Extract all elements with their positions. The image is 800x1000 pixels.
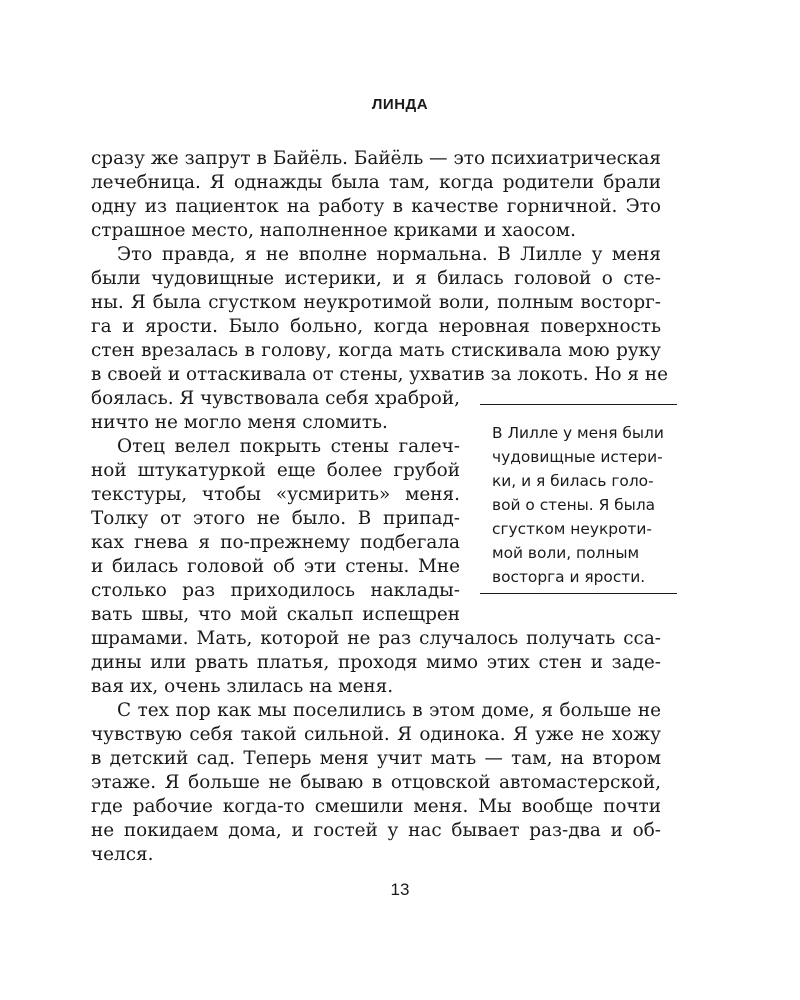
text-line: одну из пациенток на работу в качестве горничной. Это [91, 196, 661, 217]
text-line: столько раз приходилось наклады- [91, 580, 460, 601]
pull-quote-line: сгустком неукроти- [492, 520, 652, 538]
text-line: вая их, очень злилась на меня. [91, 676, 394, 697]
pull-quote-line: В Лилле у меня были [492, 424, 664, 442]
text-line: ной штукатуркой еще более грубой [91, 460, 460, 481]
chapter-running-title: ЛИНДА [371, 96, 429, 113]
text-line: стен врезалась в голову, когда мать стискивала мою руку [91, 340, 661, 361]
pull-quote [480, 404, 677, 594]
text-line: этаже. Я больше не бываю в отцовской автомастерской, [91, 772, 661, 793]
text-line: где рабочие когда-то смешили меня. Мы вообще почти [91, 796, 661, 817]
text-line: в своей и оттаскивала от стены, ухватив за локоть. Но я не [91, 364, 669, 385]
page-number: 13 [390, 880, 410, 899]
text-line: челся. [91, 844, 154, 865]
text-line: ках гнева я по-прежнему подбегала [91, 532, 460, 553]
text-line: Толку от этого не было. В припад- [91, 508, 460, 529]
text-line: Это правда, я не вполне нормальна. В Лилле у меня [117, 244, 661, 265]
text-line: были чудовищные истерики, и я билась головой о сте- [91, 268, 661, 289]
text-line: боялась. Я чувствовала себя храброй, [91, 388, 460, 409]
text-line: и билась головой об эти стены. Мне [91, 556, 460, 577]
text-line: С тех пор как мы поселились в этом доме, я больше не [117, 700, 661, 721]
pull-quote-line: ки, и я билась голо- [492, 472, 654, 490]
pull-quote-line: мой воли, полным [492, 544, 640, 562]
pull-quote-line: восторга и ярости. [492, 568, 646, 586]
text-line: чувствую себя такой сильной. Я одинока. Я уже не хожу [91, 724, 661, 745]
text-line: вать швы, что мой скальп испещрен [91, 604, 460, 625]
pull-quote-line: вой о стены. Я была [492, 496, 656, 514]
text-line: Отец велел покрыть стены галеч- [117, 436, 460, 457]
text-line: ны. Я была сгустком неукротимой воли, полным восторг- [91, 292, 661, 313]
text-line: дины или рвать платья, проходя мимо этих стен и заде- [91, 652, 661, 673]
text-line: ничто не могло меня сломить. [91, 412, 388, 433]
text-line: сразу же запрут в Байёль. Байёль — это психиатрическая [91, 148, 661, 169]
text-line: лечебница. Я однажды была там, когда родители брали [91, 172, 661, 193]
text-line: шрамами. Мать, которой не раз случалось получать сса- [91, 628, 661, 649]
text-line: не покидаем дома, и гостей у нас бывает раз-два и об- [91, 820, 661, 841]
text-line: страшное место, наполненное криками и хаосом. [91, 220, 576, 241]
text-line: в детский сад. Теперь меня учит мать — там, на втором [91, 748, 661, 769]
text-line: га и ярости. Было больно, когда неровная поверхность [91, 316, 661, 337]
text-line: текстуры, чтобы «усмирить» меня. [91, 484, 460, 505]
pull-quote-line: чудовищные истери- [492, 448, 663, 466]
